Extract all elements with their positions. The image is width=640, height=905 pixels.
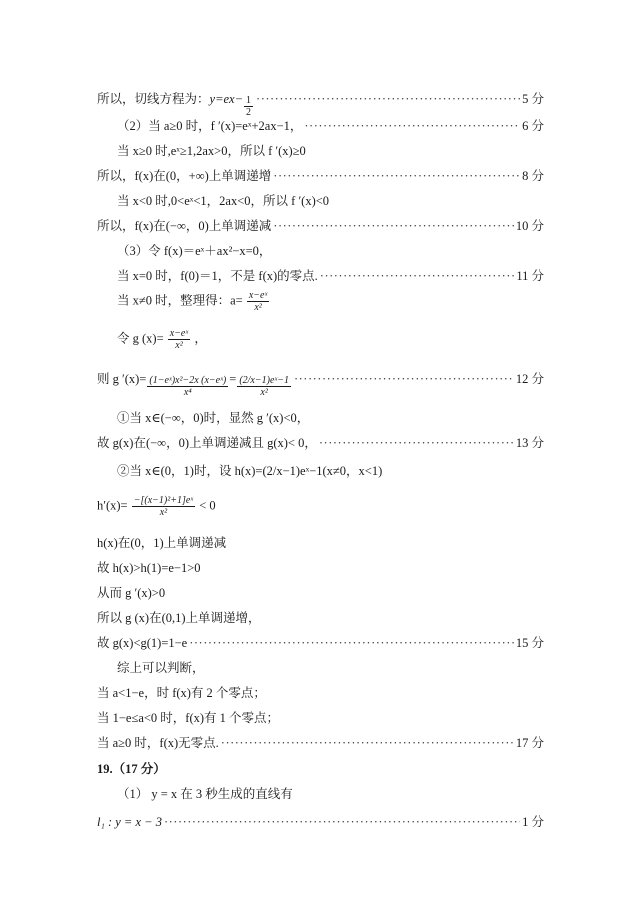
leader-dots bbox=[273, 217, 514, 235]
line-text: 当 1−e≤a<0 时，f(x)有 1 个零点； bbox=[97, 711, 280, 725]
score-label: 8 分 bbox=[522, 169, 544, 183]
leader-dots bbox=[273, 167, 520, 185]
leader-dots bbox=[164, 813, 520, 831]
line-text: < 0 bbox=[199, 498, 216, 513]
line-text: （3）令 f(x)＝eˣ＋ax²−x=0， bbox=[117, 244, 272, 258]
score-label: 13 分 bbox=[515, 436, 544, 450]
answer-line bbox=[97, 217, 544, 235]
leader-dots bbox=[294, 370, 514, 388]
answer-line-derivative bbox=[97, 370, 544, 398]
answer-line bbox=[117, 192, 544, 210]
answer-line bbox=[117, 785, 544, 803]
leader-dots bbox=[319, 434, 514, 452]
fraction bbox=[247, 290, 269, 313]
line-text: 所以，切线方程为： bbox=[97, 92, 210, 106]
fraction-numerator: (1−eˣ)x²−2x (x−eˣ) bbox=[149, 375, 227, 386]
line-text: 当 x<0 时,0<eˣ<1，2ax<0，所以 f ′(x)<0 bbox=[117, 194, 330, 208]
line-text: l₁ : y = x − 3 bbox=[97, 815, 162, 829]
line-text: 则 g ′(x)= bbox=[97, 372, 147, 386]
line-text: ①当 x∈(−∞，0)时，显然 g ′(x)<0， bbox=[117, 411, 310, 425]
fraction-denominator: x² bbox=[159, 507, 168, 518]
line-text: 所以 g (x)在(0,1)上单调递增， bbox=[97, 611, 261, 625]
answer-line bbox=[97, 709, 544, 727]
line-text: h(x)在(0，1)上单调递减 bbox=[97, 536, 227, 550]
line-text: 当 x≠0 时，整理得：a= bbox=[117, 293, 243, 308]
line-text: 故 g(x)在(−∞，0)上单调递减且 g(x)< 0， bbox=[97, 436, 317, 450]
fraction-numerator: 1 bbox=[246, 95, 252, 106]
line-text: ， bbox=[194, 331, 207, 346]
fraction bbox=[237, 375, 291, 398]
fraction bbox=[132, 495, 195, 518]
score-label: 12 分 bbox=[515, 372, 544, 386]
answer-line bbox=[97, 434, 544, 452]
fraction bbox=[244, 95, 253, 118]
answer-line bbox=[117, 242, 544, 260]
line-text: 19.（17 分） bbox=[97, 762, 166, 776]
line-text: 所以，f(x)在(0，+∞)上单调递增 bbox=[97, 169, 272, 183]
line-text: 故 h(x)>h(1)=e−1>0 bbox=[97, 561, 201, 575]
fraction-denominator: x² bbox=[175, 340, 183, 351]
fraction bbox=[147, 375, 228, 398]
answer-line bbox=[97, 609, 544, 627]
answer-line bbox=[117, 142, 544, 160]
line-text: 当 a<1−e，时 f(x)有 2 个零点； bbox=[97, 686, 266, 700]
answer-line bbox=[117, 267, 544, 285]
fraction-numerator: (2/x−1)eˣ−1 bbox=[239, 375, 289, 386]
answer-line-tangent bbox=[97, 90, 544, 118]
score-label: 17 分 bbox=[515, 736, 544, 750]
answer-line bbox=[97, 813, 544, 831]
line-text: h′(x)= bbox=[97, 498, 128, 513]
score-label: 1 分 bbox=[522, 815, 544, 829]
line-text: 综上可以判断， bbox=[117, 661, 205, 675]
answer-line bbox=[117, 328, 544, 351]
answer-line bbox=[97, 684, 544, 702]
answer-line bbox=[117, 659, 544, 677]
formula-text: y=ex− bbox=[209, 92, 244, 106]
score-label: 5 分 bbox=[522, 92, 544, 106]
leader-dots bbox=[221, 734, 514, 752]
fraction-denominator: 2 bbox=[246, 107, 252, 118]
answer-line bbox=[97, 734, 544, 752]
question-heading bbox=[97, 760, 544, 778]
fraction-denominator: x² bbox=[254, 302, 262, 313]
fraction-numerator: −[(x−1)²+1]eˣ bbox=[133, 495, 194, 506]
answer-line bbox=[97, 584, 544, 602]
score-label: 10 分 bbox=[515, 219, 544, 233]
answer-line bbox=[117, 290, 544, 313]
fraction-numerator: x−eˣ bbox=[169, 328, 189, 339]
score-label: 6 分 bbox=[522, 119, 544, 133]
answer-line bbox=[117, 117, 544, 135]
line-text: 故 g(x)<g(1)=1−e bbox=[97, 636, 188, 650]
leader-dots bbox=[256, 90, 520, 108]
leader-dots bbox=[304, 117, 520, 135]
fraction-numerator: x−eˣ bbox=[248, 290, 268, 301]
answer-line bbox=[117, 409, 544, 427]
line-text: 当 x≥0 时,eˣ≥1,2ax>0，所以 f ′(x)≥0 bbox=[117, 144, 306, 158]
fraction-denominator: x² bbox=[260, 387, 268, 398]
answer-line bbox=[97, 559, 544, 577]
line-text: 当 x=0 时，f(0)＝1，不是 f(x)的零点. bbox=[117, 269, 318, 283]
equals-sign: = bbox=[229, 372, 237, 386]
line-text: 令 g (x)= bbox=[117, 331, 164, 346]
answer-line bbox=[97, 634, 544, 652]
answer-line bbox=[97, 167, 544, 185]
line-text: （1） y = x 在 3 秒生成的直线有 bbox=[117, 787, 293, 801]
fraction bbox=[168, 328, 190, 351]
leader-dots bbox=[189, 634, 514, 652]
score-label: 11 分 bbox=[516, 269, 544, 283]
score-label: 15 分 bbox=[515, 636, 544, 650]
fraction-denominator: x⁴ bbox=[183, 387, 192, 398]
answer-line bbox=[117, 462, 544, 480]
line-text: ②当 x∈(0，1)时，设 h(x)=(2/x−1)eˣ−1(x≠0，x<1) bbox=[117, 464, 383, 478]
answer-line bbox=[97, 534, 544, 552]
answer-line bbox=[97, 495, 544, 518]
line-text: （2）当 a≥0 时，f ′(x)=eˣ+2ax−1， bbox=[117, 119, 303, 133]
leader-dots bbox=[320, 267, 515, 285]
line-text: 当 a≥0 时，f(x)无零点. bbox=[97, 736, 219, 750]
line-text: 所以，f(x)在(−∞，0)上单调递减 bbox=[97, 219, 272, 233]
line-text: 从而 g ′(x)>0 bbox=[97, 586, 166, 600]
